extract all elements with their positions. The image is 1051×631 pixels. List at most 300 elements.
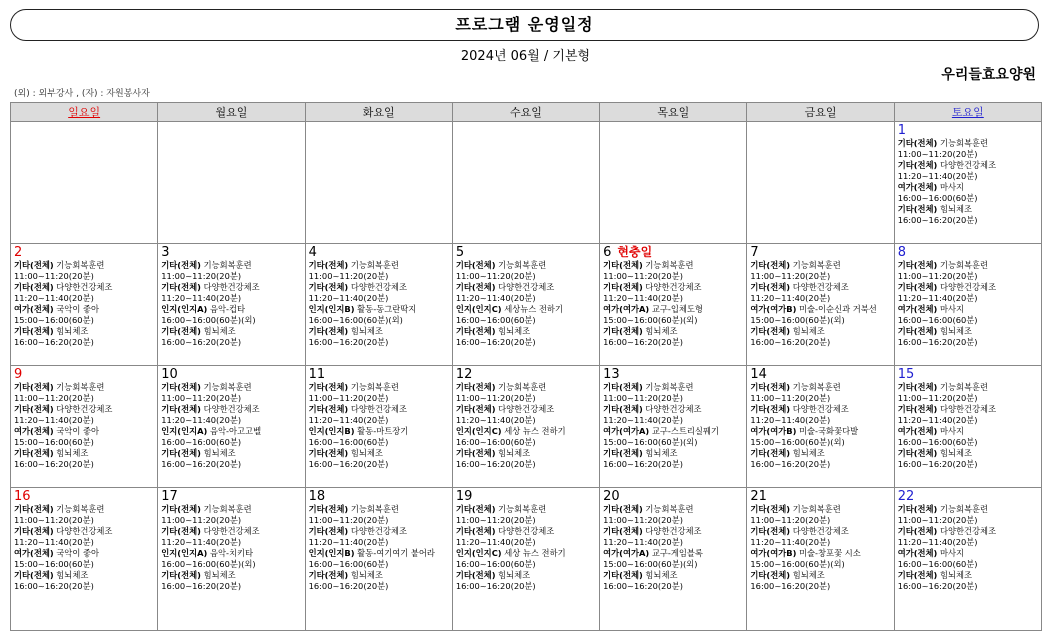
activity-category: 기타(전체) xyxy=(308,260,349,270)
activity-time: 11:00~11:20(20분) xyxy=(603,393,683,403)
activity-category: 기타(전체) xyxy=(308,526,349,536)
activity-entry xyxy=(161,448,301,459)
activity-name: 기능회복훈련 xyxy=(350,260,399,270)
activity-entry xyxy=(309,282,449,293)
day-number xyxy=(14,367,154,382)
activity-entry xyxy=(161,282,301,293)
day-number xyxy=(161,367,301,382)
activity-name: 다양한건강체조 xyxy=(203,526,260,536)
day-number xyxy=(603,367,743,382)
calendar-day-cell xyxy=(11,366,158,488)
activity-entry xyxy=(309,304,449,315)
activity-entry xyxy=(750,570,890,581)
activity-name: 교구-스트리실꿰기 xyxy=(651,426,719,436)
activity-time: 11:20~11:40(20분) xyxy=(161,293,242,303)
activity-time: 16:00~16:20(20분) xyxy=(603,337,683,347)
activity-name: 활동-여기여기 붙어라 xyxy=(357,548,435,558)
activity-time: 16:00~16:00(60분) xyxy=(455,315,536,325)
activity-entry xyxy=(898,526,1038,537)
activity-category: 여가(전체) xyxy=(14,426,54,436)
activity-name: 다양한건강체조 xyxy=(939,404,997,414)
activity-name: 다양한건강체조 xyxy=(498,404,555,414)
activity-category: 기타(전체) xyxy=(308,326,349,336)
day-number xyxy=(603,245,743,260)
activity-category: 기타(전체) xyxy=(750,570,791,580)
activity-entry xyxy=(309,382,449,393)
activity-entry xyxy=(456,504,596,515)
day-number xyxy=(898,123,1038,138)
activity-category: 기타(전체) xyxy=(308,404,349,414)
activity-time: 16:00~16:20(20분) xyxy=(14,337,94,347)
activity-time: 16:00~16:20(20분) xyxy=(161,581,242,591)
activity-name: 기능회복훈련 xyxy=(56,504,105,514)
day-number-text: 8 xyxy=(897,245,906,260)
activity-entry xyxy=(898,204,1038,215)
activity-time: 15:00~16:00(60분) xyxy=(14,559,94,569)
activity-entry xyxy=(898,304,1038,315)
activity-entry xyxy=(161,404,301,415)
activity-time: 11:00~11:20(20분) xyxy=(897,271,978,281)
activity-time: 11:20~11:40(20분) xyxy=(603,293,683,303)
activity-category: 기타(전체) xyxy=(603,382,643,392)
activity-name: 교구-입체도형 xyxy=(651,304,703,314)
activity-category: 인지(인지B) xyxy=(308,548,355,558)
activity-name: 기능회복훈련 xyxy=(939,138,989,148)
activity-category: 여가(여가B) xyxy=(750,548,797,558)
activity-time: 15:00~16:00(60분)(외) xyxy=(603,559,698,569)
activity-category: 여가(여가B) xyxy=(750,304,797,314)
activity-time: 11:20~11:40(20분) xyxy=(161,415,242,425)
activity-name: 마사지 xyxy=(939,304,965,314)
activity-category: 기타(전체) xyxy=(750,382,791,392)
activity-category: 기타(전체) xyxy=(161,382,201,392)
activity-entry xyxy=(456,548,596,559)
activity-time: 11:20~11:40(20분) xyxy=(455,293,536,303)
activity-category: 기타(전체) xyxy=(750,448,791,458)
activity-name: 힘뇌체조 xyxy=(203,570,236,580)
activity-time: 11:00~11:20(20분) xyxy=(603,515,683,525)
title-box xyxy=(10,9,1039,41)
activity-category: 기타(전체) xyxy=(750,260,791,270)
activity-time: 16:00~16:00(60분)(외) xyxy=(161,559,256,569)
calendar-day-cell xyxy=(11,244,158,366)
activity-category: 기타(전체) xyxy=(603,260,643,270)
day-number xyxy=(309,489,449,504)
activity-entry xyxy=(750,526,890,537)
calendar-week-row xyxy=(11,122,1042,244)
activity-name: 다양한건강체조 xyxy=(792,404,849,414)
day-number xyxy=(456,123,596,138)
activity-category: 여가(여가A) xyxy=(603,548,650,558)
activity-name: 기능회복훈련 xyxy=(645,504,694,514)
activity-time: 11:20~11:40(20분) xyxy=(455,415,536,425)
activity-category: 기타(전체) xyxy=(308,504,349,514)
activity-category: 기타(전체) xyxy=(455,404,496,414)
activity-category: 기타(전체) xyxy=(603,282,643,292)
activity-category: 여가(전체) xyxy=(897,304,938,314)
activity-entry xyxy=(14,548,154,559)
activity-category: 기타(전체) xyxy=(14,260,54,270)
activity-name: 기능회복훈련 xyxy=(498,504,547,514)
activity-time: 16:00~16:00(60분) xyxy=(308,437,389,447)
activity-time: 16:00~16:00(60분)(외) xyxy=(161,315,256,325)
activity-time: 16:00~16:00(60분) xyxy=(897,315,978,325)
activity-name: 마사지 xyxy=(939,548,965,558)
activity-time: 11:20~11:40(20분) xyxy=(750,537,831,547)
activity-category: 기타(전체) xyxy=(897,160,938,170)
activity-time: 11:20~11:40(20분) xyxy=(14,293,94,303)
activity-name: 기능회복훈련 xyxy=(350,504,399,514)
calendar-day-cell xyxy=(452,366,599,488)
activity-category: 인지(인지B) xyxy=(308,426,355,436)
activity-entry xyxy=(14,282,154,293)
day-number-text: 2 xyxy=(14,245,23,260)
activity-time: 11:20~11:40(20분) xyxy=(897,293,978,303)
calendar-day-cell xyxy=(158,366,305,488)
activity-time: 11:20~11:40(20분) xyxy=(308,537,389,547)
calendar-day-cell xyxy=(894,366,1041,488)
activity-name: 힘뇌체조 xyxy=(498,448,531,458)
calendar-week-row xyxy=(11,488,1042,631)
day-number-text: 12 xyxy=(455,367,473,382)
activity-entry xyxy=(750,448,890,459)
activity-entry xyxy=(161,326,301,337)
activity-category: 기타(전체) xyxy=(455,570,496,580)
activity-category: 인지(인지A) xyxy=(161,548,208,558)
activity-entry xyxy=(750,282,890,293)
page-title: 프로그램 운영일정 xyxy=(455,15,594,34)
activity-category: 기타(전체) xyxy=(750,504,791,514)
activity-time: 16:00~16:20(20분) xyxy=(603,459,683,469)
activity-time: 15:00~16:00(60분)(외) xyxy=(750,559,845,569)
activity-time: 16:00~16:00(60분) xyxy=(161,437,242,447)
activity-name: 힘뇌체조 xyxy=(350,326,383,336)
activity-category: 기타(전체) xyxy=(161,404,201,414)
activity-name: 기능회복훈련 xyxy=(939,382,989,392)
activity-name: 교구-게임블록 xyxy=(651,548,703,558)
calendar-day-cell xyxy=(894,244,1041,366)
activity-name: 미술-이순신과 거북선 xyxy=(799,304,877,314)
day-number xyxy=(14,245,154,260)
activity-category: 기타(전체) xyxy=(897,260,938,270)
activity-name: 기능회복훈련 xyxy=(56,260,105,270)
activity-name: 다양한건강체조 xyxy=(203,404,260,414)
activity-name: 기능회복훈련 xyxy=(203,382,252,392)
activity-time: 16:00~16:20(20분) xyxy=(14,459,94,469)
day-number xyxy=(898,367,1038,382)
activity-name: 힘뇌체조 xyxy=(939,204,973,214)
activity-name: 활동-마트장기 xyxy=(357,426,409,436)
activity-entry xyxy=(603,326,743,337)
activity-category: 기타(전체) xyxy=(14,382,54,392)
activity-time: 16:00~16:20(20분) xyxy=(603,581,683,591)
activity-entry xyxy=(898,504,1038,515)
calendar-day-cell xyxy=(600,366,747,488)
calendar-week-row xyxy=(11,244,1042,366)
calendar-week-row xyxy=(11,366,1042,488)
activity-entry xyxy=(898,548,1038,559)
activity-category: 기타(전체) xyxy=(455,526,496,536)
activity-name: 힘뇌체조 xyxy=(203,448,236,458)
activity-category: 기타(전체) xyxy=(455,448,496,458)
activity-category: 기타(전체) xyxy=(750,282,791,292)
activity-time: 11:20~11:40(20분) xyxy=(897,171,978,181)
activity-entry xyxy=(603,526,743,537)
activity-time: 16:00~16:00(60분)(외) xyxy=(308,315,403,325)
activity-time: 16:00~16:20(20분) xyxy=(455,337,536,347)
activity-time: 11:00~11:20(20분) xyxy=(308,515,389,525)
activity-entry xyxy=(14,426,154,437)
activity-name: 기능회복훈련 xyxy=(792,260,841,270)
calendar-day-cell xyxy=(600,244,747,366)
activity-name: 미술-국화꽃다발 xyxy=(799,426,859,436)
activity-entry xyxy=(603,304,743,315)
day-number-text: 19 xyxy=(455,489,473,504)
day-number xyxy=(898,489,1038,504)
activity-entry xyxy=(750,382,890,393)
activity-category: 기타(전체) xyxy=(161,282,201,292)
activity-name: 기능회복훈련 xyxy=(498,260,547,270)
activity-name: 기능회복훈련 xyxy=(792,504,841,514)
activity-name: 힘뇌체조 xyxy=(498,326,531,336)
day-number xyxy=(14,489,154,504)
activity-entry xyxy=(603,404,743,415)
activity-time: 16:00~16:20(20분) xyxy=(750,337,831,347)
weekday-header-fri: 금요일 xyxy=(747,103,894,122)
activity-name: 세상 뉴스 전하기 xyxy=(504,426,566,436)
day-number xyxy=(309,367,449,382)
activity-time: 11:00~11:20(20분) xyxy=(750,393,831,403)
activity-name: 국악이 좋아 xyxy=(56,548,100,558)
activity-name: 다양한건강체조 xyxy=(645,282,702,292)
day-number xyxy=(456,489,596,504)
activity-category: 기타(전체) xyxy=(308,282,349,292)
activity-name: 힘뇌체조 xyxy=(56,326,89,336)
activity-entry xyxy=(898,260,1038,271)
activity-name: 다양한건강체조 xyxy=(350,282,407,292)
day-number-text: 1 xyxy=(897,123,906,138)
day-number xyxy=(898,245,1038,260)
calendar-day-cell xyxy=(158,244,305,366)
calendar-day-cell xyxy=(747,244,894,366)
activity-time: 16:00~16:00(60분) xyxy=(308,559,389,569)
day-number-text: 5 xyxy=(455,245,465,260)
activity-entry xyxy=(309,404,449,415)
activity-name: 활동-동그란딱지 xyxy=(357,304,417,314)
activity-entry xyxy=(456,282,596,293)
activity-name: 기능회복훈련 xyxy=(498,382,547,392)
activity-category: 기타(전체) xyxy=(750,526,791,536)
activity-name: 국악이 좋아 xyxy=(56,304,100,314)
activity-entry xyxy=(898,138,1038,149)
activity-category: 여가(전체) xyxy=(897,548,938,558)
activity-category: 기타(전체) xyxy=(308,448,349,458)
day-number xyxy=(161,123,301,138)
activity-entry xyxy=(161,304,301,315)
day-number xyxy=(14,123,154,138)
activity-time: 11:00~11:20(20분) xyxy=(897,149,978,159)
activity-entry xyxy=(14,504,154,515)
activity-name: 다양한건강체조 xyxy=(939,526,997,536)
activity-category: 기타(전체) xyxy=(14,526,54,536)
activity-name: 힘뇌체조 xyxy=(792,448,825,458)
activity-name: 기능회복훈련 xyxy=(203,504,252,514)
activity-entry xyxy=(14,304,154,315)
activity-time: 16:00~16:20(20분) xyxy=(161,459,242,469)
day-number xyxy=(456,245,596,260)
calendar-day-cell xyxy=(11,488,158,631)
activity-name: 다양한건강체조 xyxy=(56,282,113,292)
activity-name: 다양한건강체조 xyxy=(645,526,702,536)
activity-category: 기타(전체) xyxy=(161,504,201,514)
activity-time: 11:00~11:20(20분) xyxy=(14,271,94,281)
calendar-day-cell xyxy=(894,122,1041,244)
activity-name: 기능회복훈련 xyxy=(939,504,989,514)
activity-entry xyxy=(603,504,743,515)
day-number xyxy=(750,123,890,138)
activity-category: 기타(전체) xyxy=(897,448,938,458)
activity-name: 기능회복훈련 xyxy=(645,260,694,270)
activity-time: 11:20~11:40(20분) xyxy=(455,537,536,547)
activity-entry xyxy=(898,570,1038,581)
organization-name: 우리들효요양원 xyxy=(941,67,1036,83)
activity-entry xyxy=(750,426,890,437)
activity-entry xyxy=(898,448,1038,459)
activity-time: 15:00~16:00(60분)(외) xyxy=(750,315,845,325)
activity-time: 11:20~11:40(20분) xyxy=(750,293,831,303)
activity-time: 16:00~16:00(60분) xyxy=(897,193,978,203)
activity-time: 16:00~16:00(60분) xyxy=(897,559,978,569)
activity-time: 16:00~16:20(20분) xyxy=(750,459,831,469)
activity-entry xyxy=(14,448,154,459)
activity-entry xyxy=(309,570,449,581)
activity-category: 기타(전체) xyxy=(897,382,938,392)
activity-entry xyxy=(456,526,596,537)
activity-entry xyxy=(14,570,154,581)
activity-time: 11:00~11:20(20분) xyxy=(161,393,242,403)
weekday-header-mon: 월요일 xyxy=(158,103,305,122)
activity-category: 인지(인지A) xyxy=(161,304,208,314)
activity-name: 음악-아고고벨 xyxy=(210,426,262,436)
activity-entry xyxy=(603,570,743,581)
activity-category: 기타(전체) xyxy=(750,326,791,336)
calendar-day-cell xyxy=(452,488,599,631)
day-number xyxy=(309,123,449,138)
activity-entry xyxy=(456,260,596,271)
activity-time: 11:00~11:20(20분) xyxy=(897,515,978,525)
activity-entry xyxy=(603,282,743,293)
activity-entry xyxy=(309,426,449,437)
activity-name: 힘뇌체조 xyxy=(939,570,973,580)
calendar-day-cell xyxy=(305,244,452,366)
activity-category: 기타(전체) xyxy=(308,382,349,392)
activity-category: 기타(전체) xyxy=(161,326,201,336)
activity-category: 기타(전체) xyxy=(14,448,54,458)
activity-time: 16:00~16:00(60분) xyxy=(897,437,978,447)
activity-entry xyxy=(603,426,743,437)
activity-entry xyxy=(456,326,596,337)
activity-entry xyxy=(14,404,154,415)
day-number xyxy=(603,489,743,504)
activity-category: 기타(전체) xyxy=(14,326,54,336)
activity-time: 11:20~11:40(20분) xyxy=(14,415,94,425)
activity-entry xyxy=(750,326,890,337)
day-number-text: 7 xyxy=(750,245,759,260)
calendar-day-cell xyxy=(600,122,747,244)
activity-time: 16:00~16:20(20분) xyxy=(455,459,536,469)
activity-entry xyxy=(14,326,154,337)
activity-time: 16:00~16:20(20분) xyxy=(897,459,978,469)
activity-time: 16:00~16:20(20분) xyxy=(308,337,389,347)
day-number-text: 16 xyxy=(14,489,31,504)
legend-note: (외) : 외부강사 , (자) : 자원봉사자 xyxy=(14,89,150,99)
activity-time: 11:20~11:40(20분) xyxy=(308,415,389,425)
activity-name: 힘뇌체조 xyxy=(56,570,89,580)
activity-entry xyxy=(898,404,1038,415)
activity-category: 여가(전체) xyxy=(14,548,54,558)
activity-name: 기능회복훈련 xyxy=(939,260,989,270)
activity-entry xyxy=(603,448,743,459)
activity-time: 15:00~16:00(60분)(외) xyxy=(603,315,698,325)
activity-name: 다양한건강체조 xyxy=(350,404,407,414)
activity-time: 11:00~11:20(20분) xyxy=(14,393,94,403)
activity-category: 기타(전체) xyxy=(603,326,643,336)
activity-entry xyxy=(309,326,449,337)
activity-category: 여가(전체) xyxy=(897,182,938,192)
activity-entry xyxy=(161,570,301,581)
activity-category: 기타(전체) xyxy=(14,404,54,414)
activity-category: 기타(전체) xyxy=(897,204,938,214)
activity-entry xyxy=(309,504,449,515)
activity-category: 여가(전체) xyxy=(14,304,54,314)
activity-entry xyxy=(898,326,1038,337)
activity-time: 11:20~11:40(20분) xyxy=(308,293,389,303)
activity-entry xyxy=(309,526,449,537)
day-number xyxy=(750,489,890,504)
activity-category: 기타(전체) xyxy=(14,504,54,514)
activity-entry xyxy=(898,426,1038,437)
activity-name: 세상 뉴스 전하기 xyxy=(504,548,566,558)
activity-time: 11:00~11:20(20분) xyxy=(308,393,389,403)
activity-name: 힘뇌체조 xyxy=(203,326,236,336)
activity-name: 다양한건강체조 xyxy=(939,160,997,170)
activity-name: 힘뇌체조 xyxy=(792,326,825,336)
activity-category: 기타(전체) xyxy=(603,526,643,536)
activity-category: 기타(전체) xyxy=(897,526,938,536)
activity-time: 16:00~16:00(60분) xyxy=(455,437,536,447)
activity-entry xyxy=(14,382,154,393)
activity-entry xyxy=(456,382,596,393)
activity-name: 힘뇌체조 xyxy=(350,570,383,580)
day-number xyxy=(603,123,743,138)
activity-entry xyxy=(14,260,154,271)
activity-category: 기타(전체) xyxy=(897,326,938,336)
weekday-header-sat: 토요일 xyxy=(894,103,1041,122)
activity-time: 16:00~16:00(60분) xyxy=(455,559,536,569)
activity-category: 인지(인지C) xyxy=(455,548,502,558)
activity-name: 다양한건강체조 xyxy=(792,526,849,536)
calendar-day-cell xyxy=(305,366,452,488)
weekday-header-sun: 일요일 xyxy=(11,103,158,122)
activity-entry xyxy=(898,382,1038,393)
activity-entry xyxy=(161,426,301,437)
activity-entry xyxy=(898,160,1038,171)
activity-name: 마사지 xyxy=(939,182,965,192)
day-number-text: 18 xyxy=(308,489,326,504)
activity-entry xyxy=(161,526,301,537)
activity-time: 11:20~11:40(20분) xyxy=(897,537,978,547)
activity-entry xyxy=(161,382,301,393)
